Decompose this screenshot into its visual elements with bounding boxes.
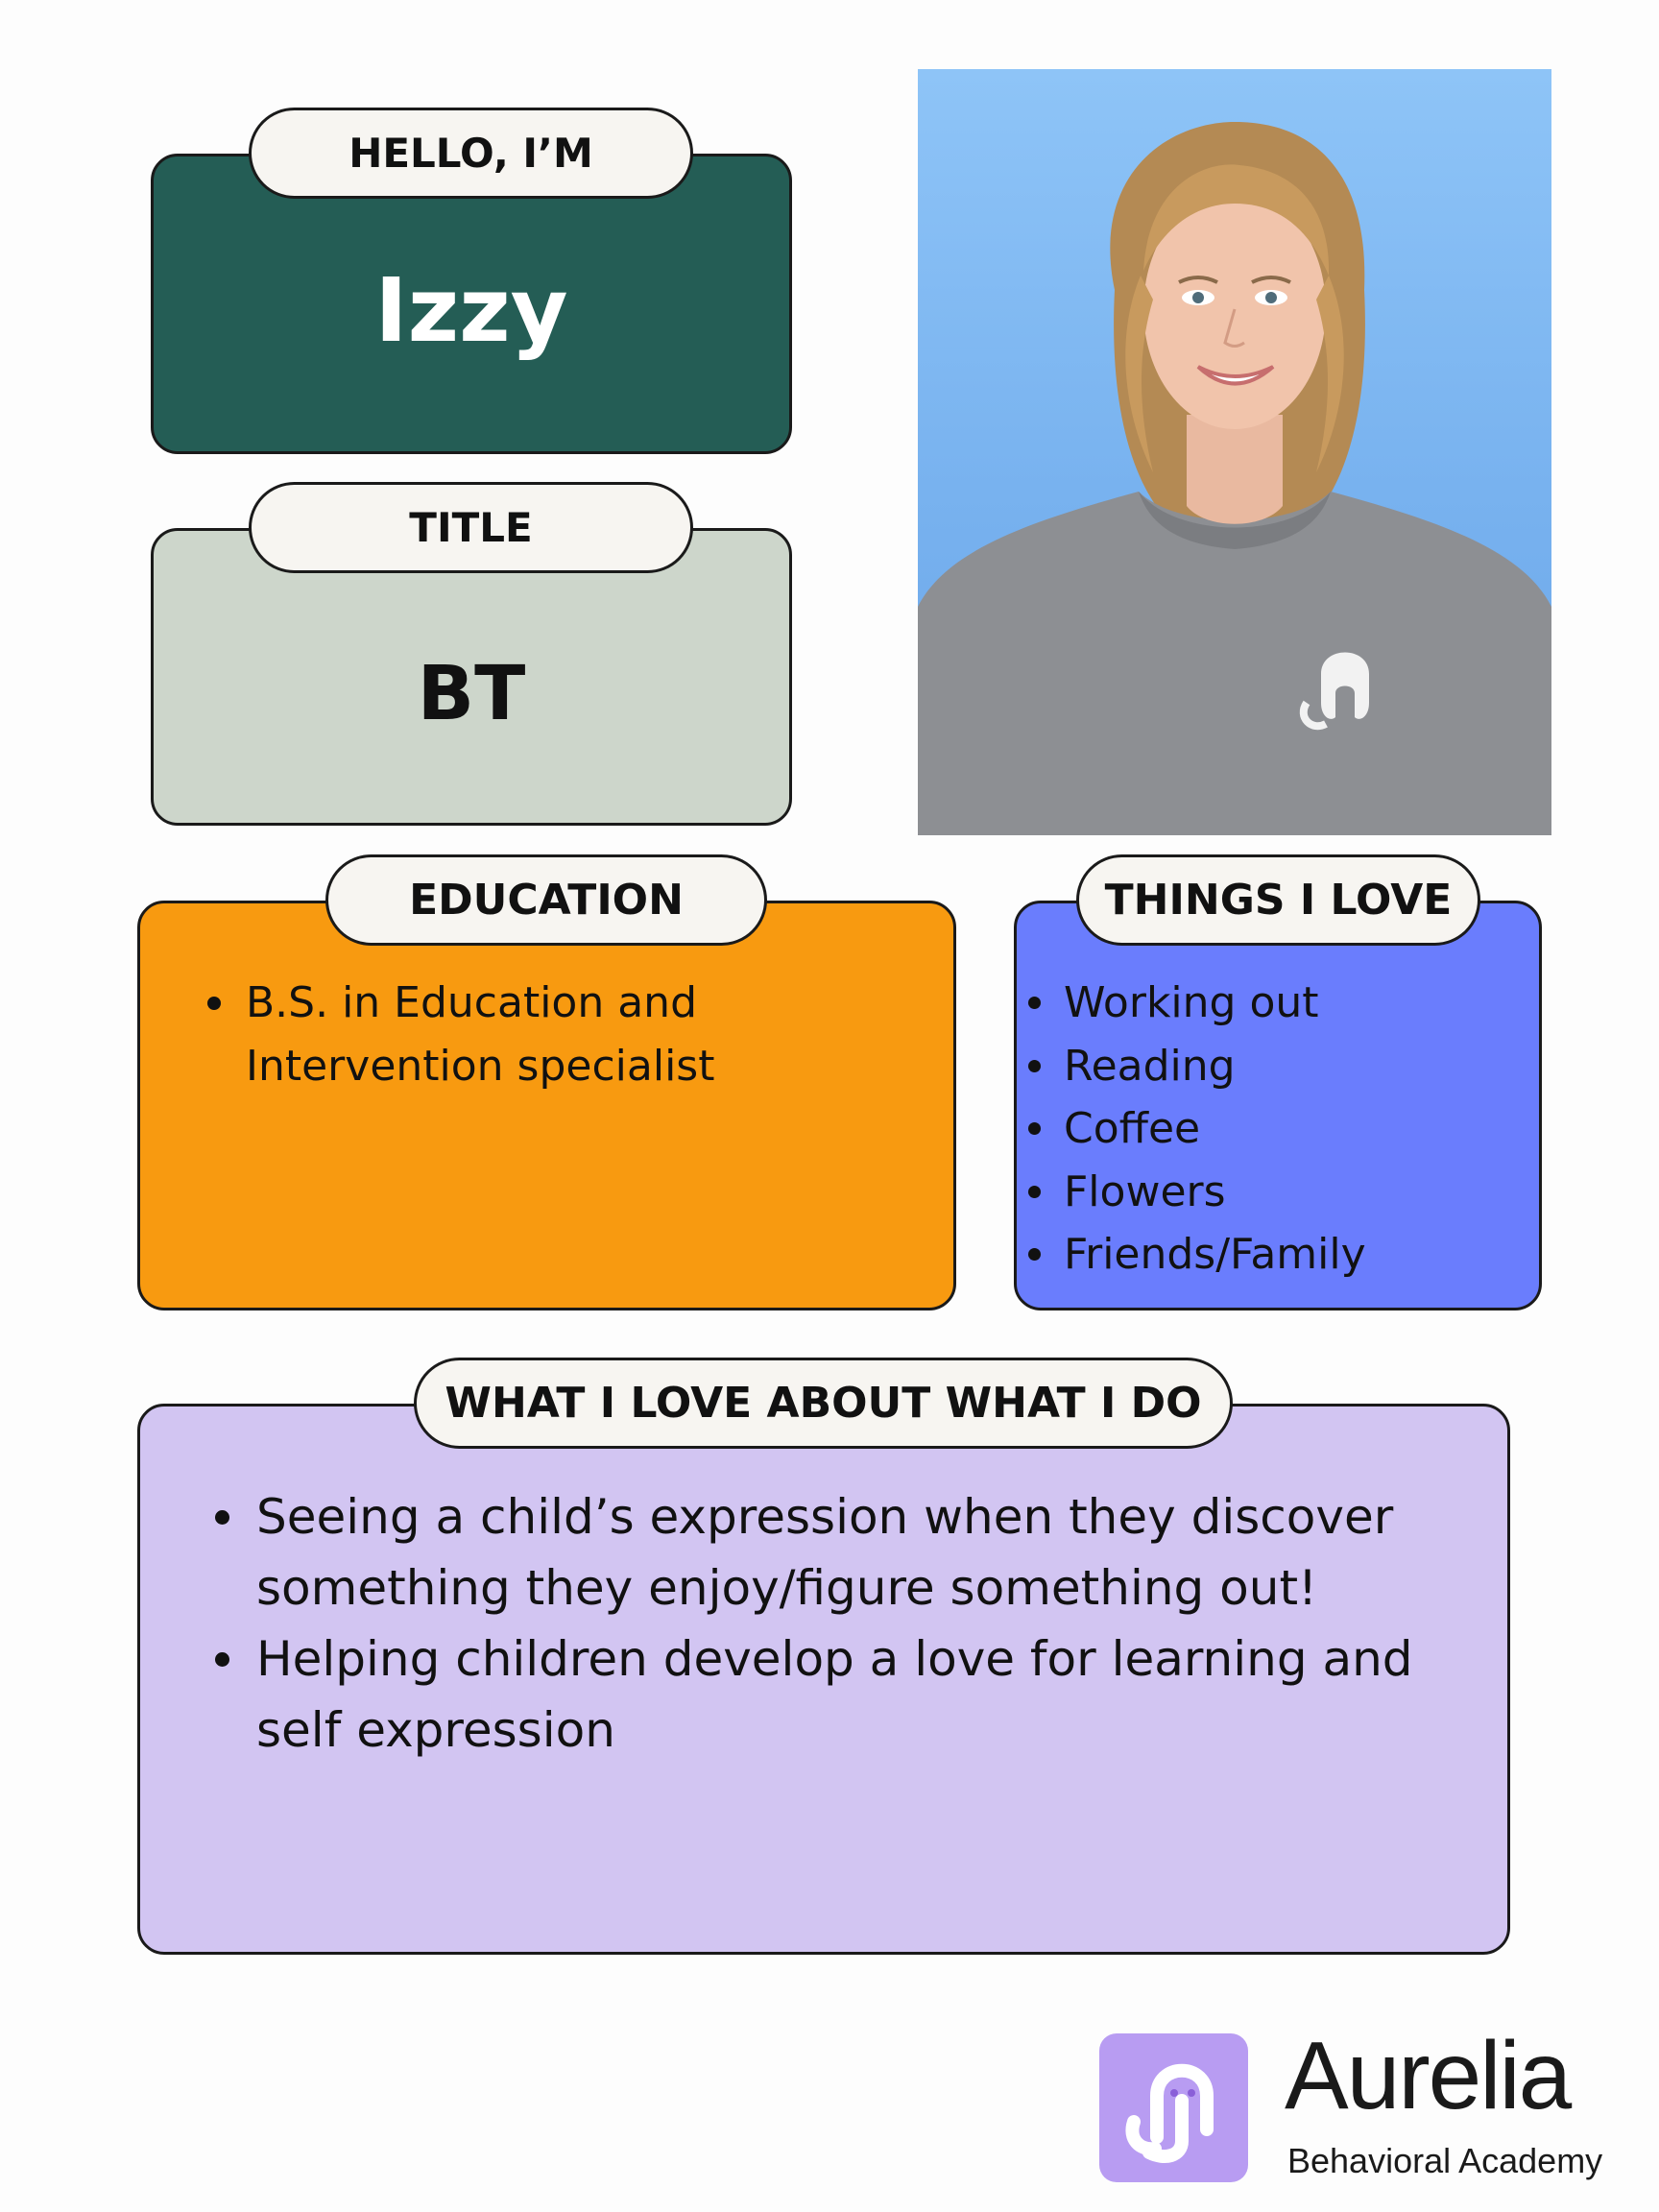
what-i-love-list (211, 1481, 1459, 1766)
things-i-love-label-pill: THINGS I LOVE (1076, 854, 1480, 946)
list-item: B.S. in Education and Intervention specialist (204, 972, 914, 1098)
education-list (204, 972, 914, 1098)
list-item: Coffee (1023, 1097, 1523, 1161)
portrait-photo (918, 69, 1551, 835)
logo-name: Aurelia (1285, 2022, 1571, 2129)
list-item: Friends/Family (1023, 1223, 1523, 1286)
name-label-pill: HELLO, I’M (249, 108, 693, 199)
logo-subtitle: Behavioral Academy (1287, 2141, 1603, 2180)
things-i-love-list (1023, 972, 1523, 1286)
education-card (137, 901, 956, 1310)
list-item: Reading (1023, 1035, 1523, 1098)
title-label-pill: TITLE (249, 482, 693, 573)
name-value: Izzy (374, 258, 568, 362)
list-item: Flowers (1023, 1161, 1523, 1224)
list-item: Helping children develop a love for learning and self expression (211, 1623, 1459, 1766)
education-label-pill: EDUCATION (325, 854, 767, 946)
what-i-love-label-pill: WHAT I LOVE ABOUT WHAT I DO (414, 1358, 1233, 1449)
portrait-photo-icon (918, 69, 1551, 835)
octopus-logo-icon (1099, 2033, 1248, 2182)
list-item: Working out (1023, 972, 1523, 1035)
list-item: Seeing a child’s expression when they discover something they enjoy/figure something out! (211, 1481, 1459, 1623)
title-value: BT (417, 651, 526, 737)
logo-badge (1099, 2033, 1248, 2182)
